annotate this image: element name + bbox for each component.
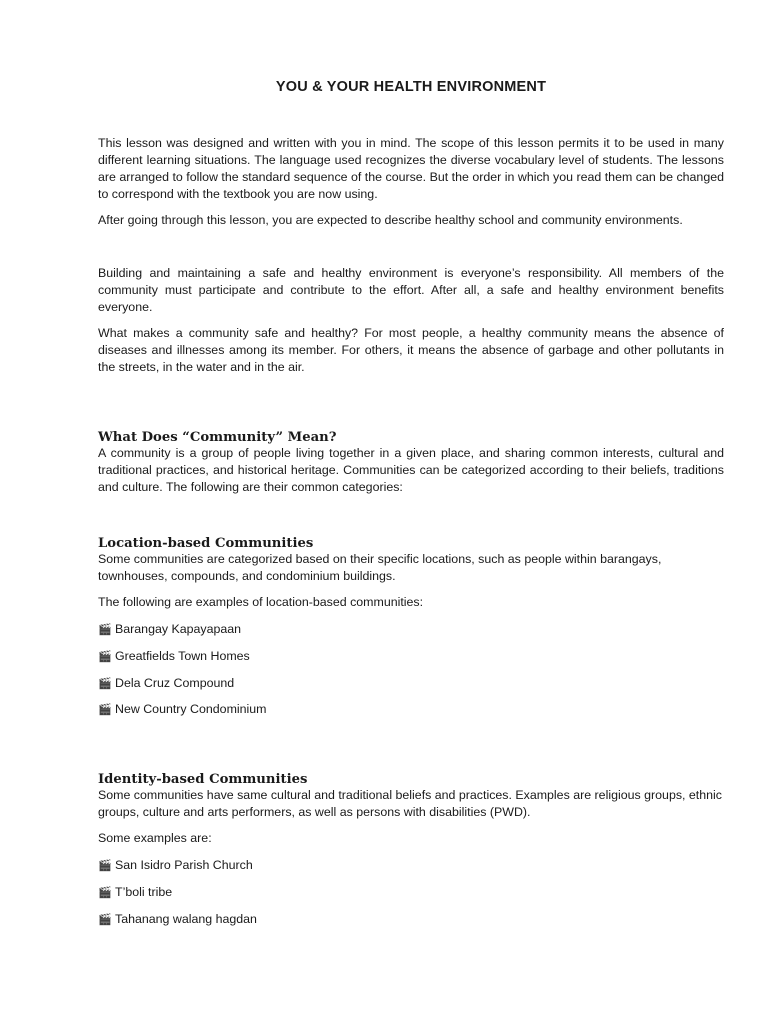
list-item-label: Greatfields Town Homes	[115, 649, 250, 663]
community-heading: What Does “Community” Mean?	[98, 430, 337, 445]
list-item-label: T’boli tribe	[115, 885, 173, 899]
identity-paragraph: Some communities have same cultural and traditional beliefs and practices. Examples are religious groups, ethnic groups, culture and arts performers, as well as persons with disabilities (PWD).	[98, 788, 722, 819]
list-item	[98, 911, 257, 929]
list-item-label: Barangay Kapayapaan	[115, 622, 242, 636]
location-examples-intro: The following are examples of location-based communities:	[98, 595, 424, 609]
intro-paragraph-1: This lesson was designed and written with you in mind. The scope of this lesson permits it to be used in many different learning situations. The language used recognizes the diverse vocabulary level of students. The lessons are arranged to follow the standard sequence of the course. But the order in which you read them can be changed to correspond with the textbook you are now using.	[98, 136, 724, 201]
document-title: YOU & YOUR HEALTH ENVIRONMENT	[275, 79, 547, 95]
body-paragraph-2: What makes a community safe and healthy? For most people, a healthy community means the absence of diseases and illnesses among its member. For others, it means the absence of garbage and other pollutants in the streets, in the water and in the air.	[98, 326, 724, 374]
location-heading: Location-based Communities	[98, 536, 314, 551]
clapperboard-icon: 🎬	[98, 914, 112, 926]
location-paragraph: Some communities are categorized based on their specific locations, such as people within barangays, townhouses, compounds, and condominium buildings.	[98, 552, 662, 583]
list-item	[98, 675, 234, 693]
clapperboard-icon: 🎬	[98, 860, 112, 872]
clapperboard-icon: 🎬	[98, 704, 112, 716]
identity-examples-intro: Some examples are:	[98, 831, 212, 845]
list-item	[98, 884, 172, 902]
list-item-label: Dela Cruz Compound	[115, 676, 235, 690]
community-paragraph: A community is a group of people living together in a given place, and sharing common interests, cultural and traditional practices, and historical heritage. Communities can be categorized according to their beliefs, traditions and culture. The following are their common categories:	[98, 446, 724, 494]
list-item-label: New Country Condominium	[115, 702, 267, 716]
clapperboard-icon: 🎬	[98, 651, 112, 663]
clapperboard-icon: 🎬	[98, 887, 112, 899]
list-item	[98, 857, 253, 875]
list-item	[98, 648, 250, 666]
list-item	[98, 701, 267, 719]
identity-heading: Identity-based Communities	[98, 772, 308, 787]
list-item-label: San Isidro Parish Church	[115, 858, 253, 872]
body-paragraph-1: Building and maintaining a safe and healthy environment is everyone’s responsibility. All members of the community must participate and contribute to the effort. After all, a safe and healthy environment benefits everyone.	[98, 266, 724, 314]
clapperboard-icon: 🎬	[98, 678, 112, 690]
intro-paragraph-2: After going through this lesson, you are expected to describe healthy school and community environments.	[98, 213, 683, 227]
list-item-label: Tahanang walang hagdan	[115, 912, 257, 926]
clapperboard-icon: 🎬	[98, 624, 112, 636]
list-item	[98, 621, 241, 639]
